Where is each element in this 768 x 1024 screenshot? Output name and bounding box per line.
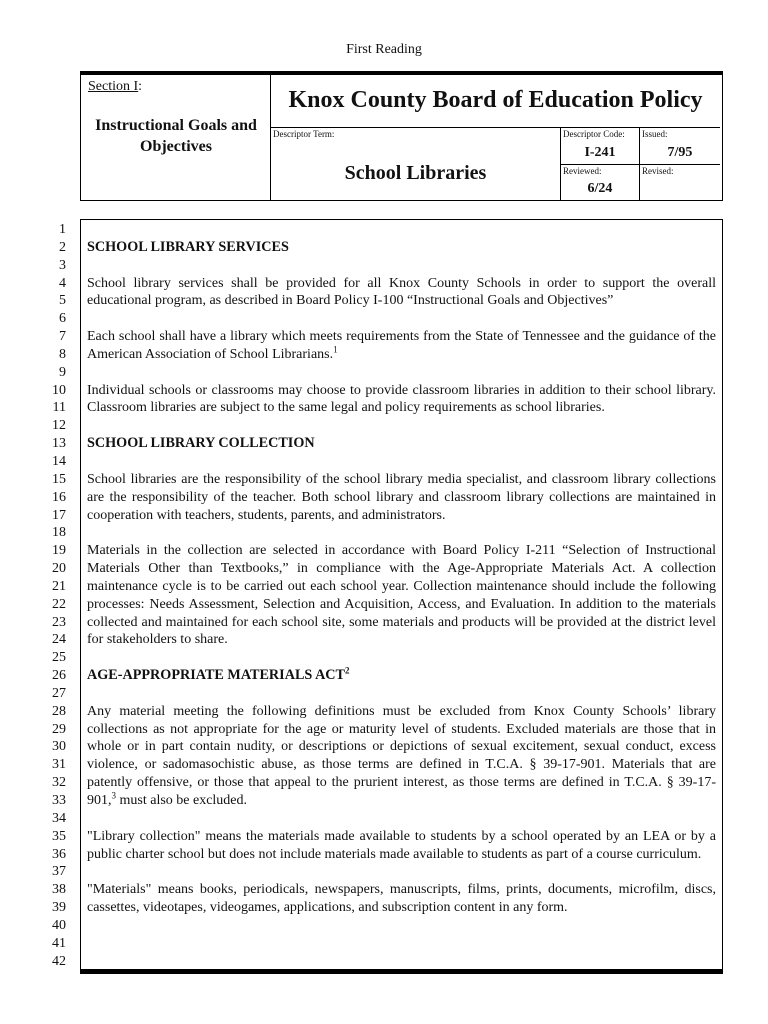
descriptor-term: School Libraries xyxy=(344,162,487,184)
line-number-column xyxy=(42,221,66,970)
line-number: 10 xyxy=(52,382,66,398)
line-number: 16 xyxy=(52,489,66,505)
line-number: 22 xyxy=(52,596,66,612)
reading-status-label: First Reading xyxy=(346,42,422,57)
services-paragraph-2: Each school shall have a library which meets requirements from the State of Tennessee and the guidance of the American Association of School Librarians.$^1$ xyxy=(87,329,716,362)
collection-paragraph-2: Materials in the collection are selected in accordance with Board Policy I-211 “Selection of Instructional Materials Other than Textbooks,” in compliance with the Age-Appropriate Materials Act. A collection maintenance cycle is to be carried out each school year. Collection maintenance should include the following processes: Needs Assessment, Selection and Acquisition, Access, and Evaluation. In addition to the materials collected and maintained for each school site, some materials and products will be provided at the district level for stakeholders to share. xyxy=(87,543,716,648)
line-number: 29 xyxy=(52,721,66,737)
services-paragraph-3: Individual schools or classrooms may choose to provide classroom libraries in addition to their school library. Classroom libraries are subject to the same legal and policy requirements as school libraries. xyxy=(87,382,716,416)
revised-cell xyxy=(640,165,720,201)
services-paragraph-1: School library services shall be provided for all Knox County Schools in order to support the overall educational program, as described in Board Policy I-100 “Instructional Goals and Objectives” xyxy=(87,275,716,309)
line-number: 9 xyxy=(59,364,66,380)
footnote-ref-3[interactable]: 3 xyxy=(111,790,116,801)
line-number: 42 xyxy=(52,953,66,969)
reviewed-date: 6/24 xyxy=(587,181,613,196)
descriptor-term-cell xyxy=(271,128,561,201)
issued-label: Issued: xyxy=(642,129,668,139)
line-number: 27 xyxy=(52,685,66,701)
line-number: 13 xyxy=(52,436,66,452)
section-heading-collection: SCHOOL LIBRARY COLLECTION xyxy=(87,435,315,452)
line-number: 36 xyxy=(52,846,66,862)
line-number: 41 xyxy=(52,935,66,951)
policy-content xyxy=(87,221,716,917)
descriptor-code: I-241 xyxy=(584,145,616,160)
policy-title: Knox County Board of Education Policy xyxy=(271,75,720,128)
line-number: 6 xyxy=(59,311,66,327)
line-number: 4 xyxy=(59,275,66,291)
section-label: Section I: xyxy=(88,79,143,94)
line-number: 17 xyxy=(52,507,66,523)
line-number: 30 xyxy=(52,739,66,755)
line-number: 33 xyxy=(52,793,66,808)
line-number: 2 xyxy=(59,239,66,255)
age-act-paragraph-2: "Library collection" means the materials made available to students by a school operated by an LEA or by a public charter school but does not include materials made available to students as part of a course curriculum. xyxy=(87,828,716,862)
line-number: 39 xyxy=(52,900,66,916)
line-number: 15 xyxy=(52,471,66,487)
line-number: 23 xyxy=(52,614,66,630)
line-number: 11 xyxy=(52,400,66,416)
line-number: 40 xyxy=(52,917,66,933)
line-number: 26 xyxy=(52,668,66,684)
line-number: 32 xyxy=(52,775,66,791)
section-heading-services: SCHOOL LIBRARY SERVICES xyxy=(87,238,289,255)
line-number: 25 xyxy=(52,650,66,666)
line-number: 1 xyxy=(59,222,66,237)
descriptor-code-cell xyxy=(561,128,640,165)
issued-cell xyxy=(640,128,720,165)
line-number: 8 xyxy=(59,346,66,362)
footnote-ref-1[interactable]: 1 xyxy=(333,344,338,355)
line-number: 12 xyxy=(52,418,66,434)
revised-label: Revised: xyxy=(642,166,674,176)
line-number: 31 xyxy=(52,757,66,773)
section-title: Instructional Goals and Objectives xyxy=(95,117,257,155)
age-act-paragraph-3: "Materials" means books, periodicals, newspapers, manuscripts, films, prints, documents, microfilm, discs, cassettes, videotapes, videogames, applications, and subscription content in any form. xyxy=(87,882,716,916)
line-number: 3 xyxy=(59,257,66,273)
collection-paragraph-1: School libraries are the responsibility of the school library media specialist, and classroom library collections are the responsibility of the teacher. Both school library and classroom library collections are maintained in cooperation with teachers, students, parents, and administrators. xyxy=(87,471,716,523)
reviewed-label: Reviewed: xyxy=(563,166,602,176)
line-number: 18 xyxy=(52,525,66,541)
section-cell xyxy=(81,75,271,200)
section-heading-age-act: AGE-APPROPRIATE MATERIALS ACT$^2$ xyxy=(87,665,350,684)
line-number: 34 xyxy=(52,810,66,826)
footnote-ref-2[interactable]: 2 xyxy=(345,665,350,676)
issued-date: 7/95 xyxy=(667,145,693,160)
age-act-paragraph-1: Any material meeting the following definitions must be excluded from Knox County Schools’ library collections as not appropriate for the age or maturity level of students. Excluded materials are those that in whole or in part contain nudity, or descriptions or depictions of sexual excitement, sexual conduct, excess violence, or sadomasochistic abuse, as those terms are defined in T.C.A. § 39-17-901. Materials that are patently offensive, or those that appeal to the prurient interest, as those terms are defined in T.C.A. § 39-17-901,$^3$ must also be excluded. xyxy=(87,703,716,808)
line-number: 20 xyxy=(52,561,66,577)
line-number: 21 xyxy=(52,578,66,594)
line-number: 38 xyxy=(52,882,66,898)
line-number: 35 xyxy=(52,828,66,844)
line-number: 37 xyxy=(52,864,66,880)
reviewed-cell xyxy=(561,165,640,201)
descriptor-code-label: Descriptor Code: xyxy=(563,129,625,139)
line-number: 24 xyxy=(52,632,66,648)
descriptor-term-label: Descriptor Term: xyxy=(273,129,335,139)
line-number: 28 xyxy=(52,703,66,719)
line-number: 7 xyxy=(59,329,66,345)
line-number: 5 xyxy=(59,293,66,309)
line-number: 19 xyxy=(52,543,66,559)
policy-header xyxy=(80,71,723,201)
line-number: 14 xyxy=(52,453,66,469)
